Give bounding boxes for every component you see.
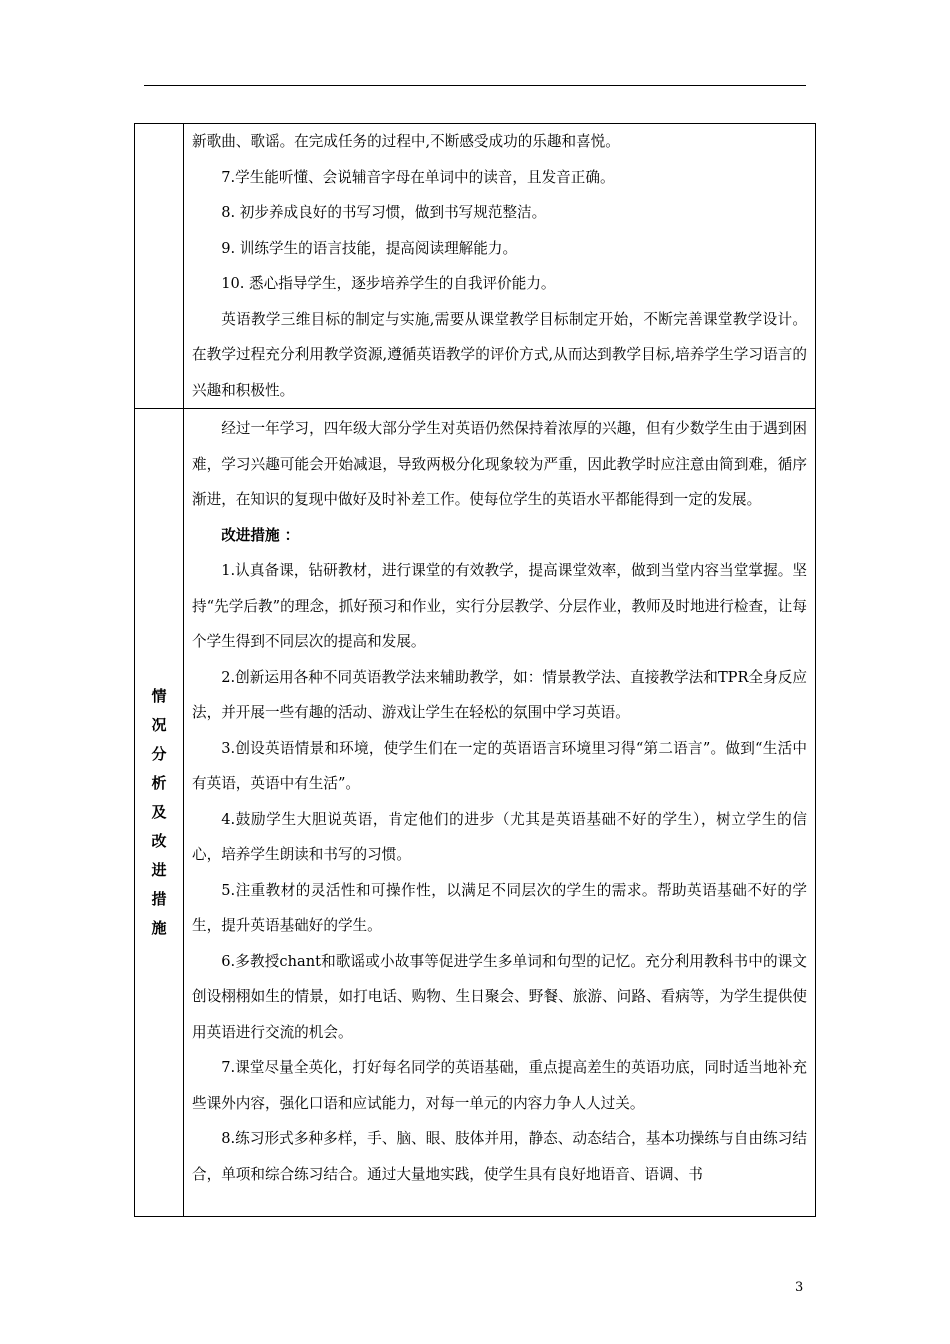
measure-item: 5.注重教材的灵活性和可操作性，以满足不同层次的学生的需求。帮助英语基础不好的学生，提升英语基础好的学生。 bbox=[192, 881, 807, 934]
objectives-paragraph: 7.学生能听懂、会说辅音字母在单词中的读音，且发音正确。 bbox=[221, 168, 615, 186]
section-label: 情况分析及改进措施 bbox=[151, 687, 167, 937]
analysis-content-cell bbox=[184, 409, 816, 1217]
objectives-paragraph: 10. 悉心指导学生，逐步培养学生的自我评价能力。 bbox=[221, 275, 556, 292]
objectives-paragraph: 新歌曲、歌谣。在完成任务的过程中,不断感受成功的乐趣和喜悦。 bbox=[192, 133, 620, 150]
objectives-paragraph: 9. 训练学生的语言技能，提高阅读理解能力。 bbox=[221, 239, 518, 257]
page-number: 3 bbox=[795, 1280, 804, 1295]
table-row-analysis bbox=[135, 409, 816, 1217]
objectives-label-cell bbox=[135, 124, 184, 409]
table-row-objectives bbox=[135, 124, 816, 409]
objectives-content-cell bbox=[184, 124, 816, 409]
objectives-paragraph: 英语教学三维目标的制定与实施,需要从课堂教学目标制定开始，不断完善课堂教学设计。在教学过程充分利用教学资源,遵循英语教学的评价方式,从而达到教学目标,培养学生学习语言的兴趣和积极性。 bbox=[192, 310, 807, 399]
plan-table bbox=[134, 123, 816, 1217]
measure-item: 7.课堂尽量全英化，打好每名同学的英语基础，重点提高差生的英语功底，同时适当地补充些课外内容，强化口语和应试能力，对每一单元的内容力争人人过关。 bbox=[192, 1059, 807, 1112]
measure-item: 1.认真备课，钻研教材，进行课堂的有效教学，提高课堂效率，做到当堂内容当堂掌握。坚持“先学后教”的理念，抓好预习和作业，实行分层教学、分层作业，教师及时地进行检查，让每个学生得到不同层次的提高和发展。 bbox=[192, 562, 807, 650]
header-rule bbox=[144, 85, 806, 86]
measure-item: 3.创设英语情景和环境，使学生们在一定的英语语言环境里习得“第二语言”。做到“生活中有英语，英语中有生活”。 bbox=[192, 739, 807, 792]
measure-item: 4.鼓励学生大胆说英语，肯定他们的进步（尤其是英语基础不好的学生），树立学生的信心，培养学生朗读和书写的习惯。 bbox=[192, 810, 807, 863]
measure-item: 2.创新运用各种不同英语教学法来辅助教学，如：情景教学法、直接教学法和TPR全身反应法，并开展一些有趣的活动、游戏让学生在轻松的氛围中学习英语。 bbox=[192, 668, 807, 721]
measure-item: 6.多教授chant和歌谣或小故事等促进学生多单词和句型的记忆。充分利用教科书中的课文创设栩栩如生的情景，如打电话、购物、生日聚会、野餐、旅游、问路、看病等，为学生提供使用英语进行交流的机会。 bbox=[192, 952, 807, 1041]
objectives-paragraph: 8. 初步养成良好的书写习惯，做到书写规范整洁。 bbox=[221, 204, 547, 221]
measures-heading: 改进措施 ： bbox=[221, 526, 300, 544]
measure-item: 8.练习形式多种多样，手、脑、眼、肢体并用，静态、动态结合，基本功操练与自由练习结合，单项和综合练习结合。通过大量地实践，使学生具有良好地语音、语调、书 bbox=[192, 1130, 807, 1183]
analysis-label-cell bbox=[135, 409, 184, 1217]
analysis-intro: 经过一年学习，四年级大部分学生对英语仍然保持着浓厚的兴趣，但有少数学生由于遇到困难，学习兴趣可能会开始减退，导致两极分化现象较为严重，因此教学时应注意由简到难，循序渐进，在知识的复现中做好及时补差工作。使每位学生的英语水平都能得到一定的发展。 bbox=[192, 420, 807, 508]
